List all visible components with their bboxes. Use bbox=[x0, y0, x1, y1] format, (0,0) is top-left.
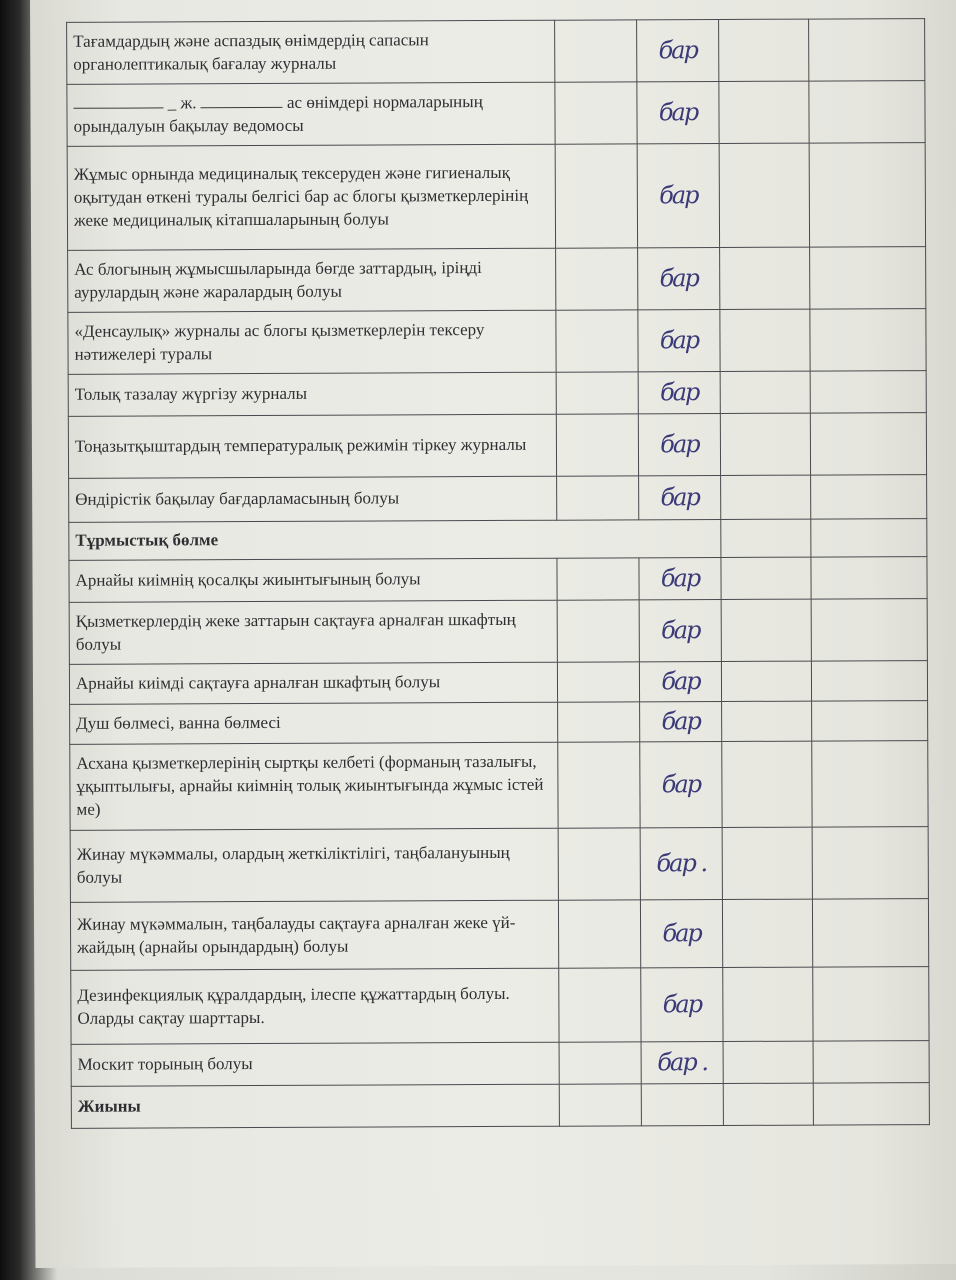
signature-mark: бар bbox=[639, 661, 721, 701]
row-text: Арнайы киімді сақтауға арналған шкафтың болуы bbox=[69, 662, 557, 704]
row-text: Ас блогының жұмысшыларында бөгде заттардың, іріңді аурулардың және жаралардың болуы bbox=[68, 248, 556, 312]
row-text: Қызметкерлердің жеке заттарын сақтауға арналған шкафтың болуы bbox=[69, 600, 557, 664]
empty-cell bbox=[557, 662, 639, 702]
empty-cell bbox=[812, 741, 928, 828]
empty-cell bbox=[719, 19, 809, 81]
signature-mark: бар bbox=[637, 19, 719, 81]
empty-cell bbox=[719, 81, 809, 143]
row-text-suffix: ас өнімдері нормаларының орындалуын бақылау ведомосы bbox=[73, 91, 483, 136]
empty-cell bbox=[810, 413, 926, 476]
empty-cell bbox=[813, 1041, 929, 1084]
table-row bbox=[67, 143, 925, 251]
table-row bbox=[71, 967, 929, 1045]
row-text: Жинау мүкәммалын, таңбалауды сақтауға арналған жеке үй-жайдың (арнайы орындардың) болуы bbox=[70, 900, 558, 970]
row-text: Өндірістік бақылау бағдарламасының болуы bbox=[69, 476, 557, 522]
signature-mark: бар bbox=[640, 899, 722, 967]
year-label: ж. bbox=[180, 92, 197, 112]
empty-cell bbox=[641, 1083, 723, 1125]
table-row bbox=[70, 827, 928, 903]
empty-cell bbox=[811, 557, 927, 600]
empty-cell bbox=[556, 310, 638, 372]
blank-line bbox=[73, 95, 163, 108]
empty-cell bbox=[558, 742, 640, 828]
empty-cell bbox=[558, 828, 640, 900]
row-text: Жинау мүкәммалы, олардың жеткіліктілігі, таңбалануының болуы bbox=[70, 828, 558, 902]
total-row bbox=[71, 1083, 929, 1129]
empty-cell bbox=[720, 413, 810, 475]
empty-cell bbox=[812, 827, 928, 900]
signature-mark: бар bbox=[640, 701, 722, 741]
empty-cell bbox=[722, 701, 812, 741]
row-text: Тағамдардың және аспаздық өнімдердің сапасын органолептикалық бағалау журналы bbox=[67, 20, 555, 84]
row-text: Дезинфекциялық құралдардың, ілеспе құжаттардың болуы. Оларды сақтау шарттары. bbox=[71, 968, 559, 1044]
table-row bbox=[69, 599, 927, 665]
signature-mark: бар bbox=[638, 371, 720, 413]
empty-cell bbox=[558, 702, 640, 742]
row-text: Москит торының болуы bbox=[71, 1042, 559, 1086]
empty-cell bbox=[723, 1083, 813, 1125]
empty-cell bbox=[811, 475, 927, 520]
empty-cell bbox=[809, 19, 925, 82]
empty-cell bbox=[810, 309, 926, 372]
empty-cell bbox=[556, 248, 638, 310]
empty-cell bbox=[813, 1083, 929, 1126]
empty-cell bbox=[721, 557, 811, 599]
row-text: «Денсаулық» журналы ас блогы қызметкерлерін тексеру нәтижелері туралы bbox=[68, 310, 556, 374]
blank-line bbox=[201, 94, 283, 107]
empty-cell bbox=[723, 967, 813, 1041]
table-row bbox=[69, 557, 927, 603]
empty-cell bbox=[811, 519, 927, 558]
signature-mark: бар bbox=[641, 967, 723, 1041]
signature-mark: бар bbox=[637, 81, 719, 143]
empty-cell bbox=[722, 741, 812, 827]
table-row bbox=[67, 81, 925, 147]
empty-cell bbox=[809, 81, 925, 144]
empty-cell bbox=[812, 701, 928, 742]
empty-cell bbox=[555, 144, 637, 248]
empty-cell bbox=[719, 143, 809, 247]
section-row bbox=[69, 519, 927, 561]
row-text bbox=[67, 82, 555, 146]
table-row bbox=[71, 1041, 929, 1087]
table-row bbox=[69, 475, 927, 523]
signature-mark: бар bbox=[639, 599, 721, 661]
row-text: Жұмыс орнында медициналық тексеруден және гигиеналық оқытудан өткені туралы белгісі бар ас блогы қызметкерлерінің жеке медициналық кітапшаларының болуы bbox=[67, 144, 555, 250]
table-row bbox=[70, 701, 928, 745]
empty-cell bbox=[556, 372, 638, 414]
empty-cell bbox=[722, 899, 812, 967]
empty-cell bbox=[559, 1084, 641, 1126]
signature-mark: бар . bbox=[641, 1041, 723, 1083]
empty-cell bbox=[721, 599, 811, 661]
table-row bbox=[68, 371, 926, 417]
table-row bbox=[68, 413, 926, 479]
empty-cell bbox=[556, 414, 638, 476]
signature-mark: бар bbox=[639, 557, 721, 599]
empty-cell bbox=[558, 900, 640, 968]
empty-cell bbox=[722, 827, 812, 899]
table-row bbox=[68, 247, 926, 313]
signature-mark: бар bbox=[638, 309, 720, 371]
empty-cell bbox=[812, 899, 928, 968]
signature-mark: бар bbox=[640, 741, 722, 827]
empty-cell bbox=[811, 661, 927, 702]
empty-cell bbox=[555, 82, 637, 144]
total-label: Жиыны bbox=[71, 1084, 559, 1128]
empty-cell bbox=[720, 371, 810, 413]
empty-cell bbox=[811, 599, 927, 662]
empty-cell bbox=[557, 476, 639, 520]
table-row bbox=[70, 899, 928, 971]
empty-cell bbox=[810, 371, 926, 414]
row-text: Душ бөлмесі, ванна бөлмесі bbox=[70, 702, 558, 744]
empty-cell bbox=[559, 1042, 641, 1084]
document-page bbox=[30, 0, 956, 1268]
signature-mark: бар bbox=[638, 247, 720, 309]
empty-cell bbox=[723, 1041, 813, 1083]
section-title: Тұрмыстық бөлме bbox=[69, 519, 721, 560]
empty-cell bbox=[720, 247, 810, 309]
table-row bbox=[68, 309, 926, 375]
table-row bbox=[69, 661, 927, 705]
checklist-table bbox=[66, 18, 930, 1129]
empty-cell bbox=[813, 967, 929, 1042]
signature-mark: бар bbox=[638, 413, 720, 475]
empty-cell bbox=[720, 309, 810, 371]
table-row bbox=[67, 19, 925, 85]
empty-cell bbox=[557, 600, 639, 662]
empty-cell bbox=[559, 968, 641, 1042]
row-text: Тоңазытқыштардың температуралық режимін тіркеу журналы bbox=[68, 414, 556, 478]
blank-text: _ bbox=[167, 92, 177, 112]
row-text: Толық тазалау жүргізу журналы bbox=[68, 372, 556, 416]
signature-mark: бар bbox=[639, 475, 721, 519]
empty-cell bbox=[555, 20, 637, 82]
empty-cell bbox=[809, 143, 925, 248]
row-text: Асхана қызметкерлерінің сыртқы келбеті (форманың тазалығы, ұқыптылығы, арнайы киімнің толық жиынтығында жұмыс істей ме) bbox=[70, 742, 558, 830]
empty-cell bbox=[557, 558, 639, 600]
table-row bbox=[70, 741, 928, 831]
empty-cell bbox=[810, 247, 926, 310]
signature-mark: бар bbox=[637, 143, 719, 247]
signature-mark: бар . bbox=[640, 827, 722, 899]
empty-cell bbox=[721, 519, 811, 557]
empty-cell bbox=[721, 661, 811, 701]
row-text: Арнайы киімнің қосалқы жиынтығының болуы bbox=[69, 558, 557, 602]
empty-cell bbox=[721, 475, 811, 519]
